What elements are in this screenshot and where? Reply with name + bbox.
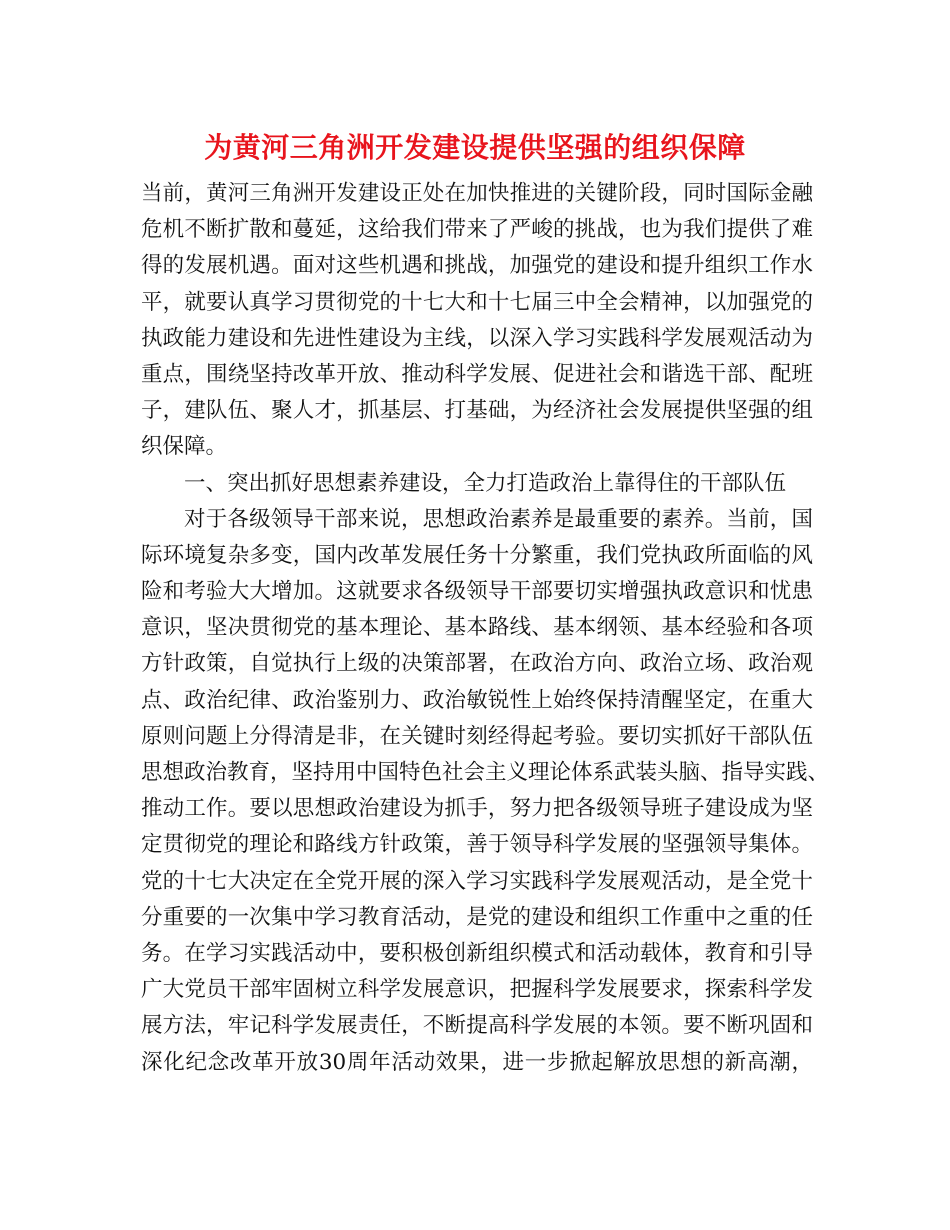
body-line: 得的发展机遇。面对这些机遇和挑战，加强党的建设和提升组织工作水	[141, 253, 813, 279]
body-line: 际环境复杂多变，国内改革发展任务十分繁重，我们党执政所面临的风	[141, 542, 813, 568]
body-line: 险和考验大大增加。这就要求各级领导干部要切实增强执政意识和忧患	[141, 579, 813, 605]
body-line: 定贯彻党的理论和路线方针政策，善于领导科学发展的坚强领导集体。	[141, 832, 813, 858]
body-line: 党的十七大决定在全党开展的深入学习实践科学发展观活动，是全党十	[141, 868, 813, 894]
body-line: 危机不断扩散和蔓延，这给我们带来了严峻的挑战，也为我们提供了难	[141, 217, 813, 243]
body-line: 点、政治纪律、政治鉴别力、政治敏锐性上始终保持清醒坚定，在重大	[141, 687, 813, 713]
body-line: 当前，黄河三角洲开发建设正处在加快推进的关键阶段，同时国际金融	[141, 181, 813, 206]
body-line: 子，建队伍、聚人才，抓基层、打基础，为经济社会发展提供坚强的组	[141, 398, 813, 424]
body-line: 原则问题上分得清是非，在关键时刻经得起考验。要切实抓好干部队伍	[141, 723, 813, 749]
body-line: 推动工作。要以思想政治建设为抓手，努力把各级领导班子建设成为坚	[141, 796, 813, 822]
body-line: 一、突出抓好思想素养建设，全力打造政治上靠得住的干部队伍	[184, 470, 787, 496]
document-body	[141, 176, 830, 1081]
body-line: 执政能力建设和先进性建设为主线，以深入学习实践科学发展观活动为	[141, 325, 813, 351]
body-line: 广大党员干部牢固树立科学发展意识，把握科学发展要求，探索科学发	[141, 977, 813, 1003]
body-line: 平，就要认真学习贯彻党的十七大和十七届三中全会精神，以加强党的	[141, 289, 813, 315]
body-line: 深化纪念改革开放30周年活动效果，进一步掀起解放思想的新高潮，	[141, 1049, 813, 1075]
body-line: 务。在学习实践活动中，要积极创新组织模式和活动载体，教育和引导	[141, 940, 813, 966]
body-line: 意识，坚决贯彻党的基本理论、基本路线、基本纲领、基本经验和各项	[141, 615, 813, 641]
body-line: 对于各级领导干部来说，思想政治素养是最重要的素养。当前，国	[184, 506, 813, 532]
body-line: 展方法，牢记科学发展责任，不断提高科学发展的本领。要不断巩固和	[141, 1013, 813, 1039]
body-line: 织保障。	[141, 434, 228, 460]
body-line: 分重要的一次集中学习教育活动，是党的建设和组织工作重中之重的任	[141, 904, 813, 930]
document-title: 为黄河三角洲开发建设提供坚强的组织保障	[204, 131, 746, 164]
body-line: 重点，围绕坚持改革开放、推动科学发展、促进社会和谐选干部、配班	[141, 361, 813, 387]
body-line: 思想政治教育，坚持用中国特色社会主义理论体系武装头脑、指导实践、	[141, 760, 830, 785]
body-line: 方针政策，自觉执行上级的决策部署，在政治方向、政治立场、政治观	[141, 651, 813, 677]
